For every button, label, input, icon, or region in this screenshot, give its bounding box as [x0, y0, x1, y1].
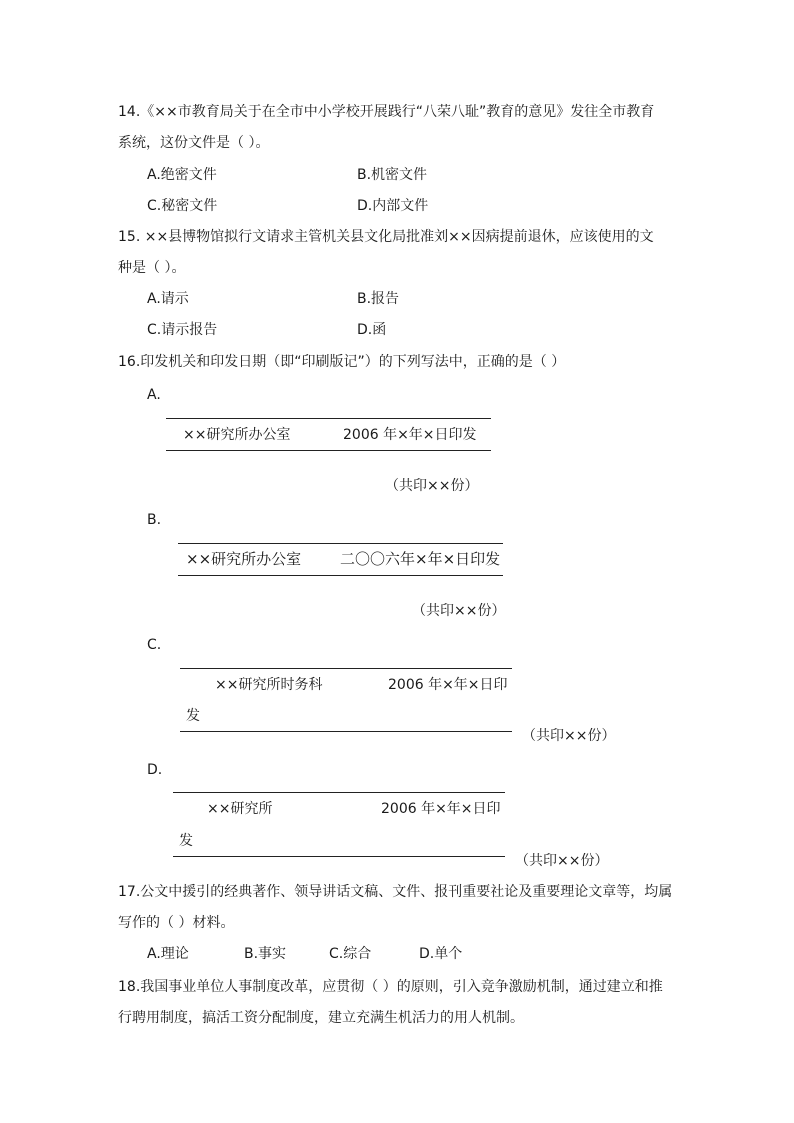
- q17-option-b: B.事实: [244, 946, 287, 962]
- q14-option-c: C.秘密文件: [147, 198, 218, 214]
- q14-option-b: B.机密文件: [357, 167, 428, 183]
- q16-b-date: 二〇〇六年×年×日印发: [340, 550, 501, 568]
- q16-a-top-rule: [166, 418, 491, 419]
- q17-option-d: D.单个: [419, 946, 463, 962]
- q16-a-bottom-rule: [166, 450, 491, 451]
- q15-option-d: D.函: [357, 322, 387, 338]
- q14-stem-line1: 14.《××市教育局关于在全市中小学校开展践行“八荣八耻”教育的意见》发往全市教育: [118, 104, 655, 120]
- q16-a-org: ××研究所办公室: [183, 427, 291, 443]
- q16-d-org: ××研究所: [207, 801, 273, 817]
- q16-b-copies: （共印××份）: [412, 603, 506, 619]
- q16-d-date-wrap: 发: [179, 833, 193, 849]
- q16-option-b-label: B.: [147, 512, 162, 528]
- q16-d-bottom-rule: [173, 856, 505, 857]
- q14-option-a: A.绝密文件: [147, 167, 217, 183]
- q16-d-top-rule: [173, 792, 505, 793]
- q16-c-date-wrap: 发: [186, 708, 200, 724]
- q16-b-bottom-rule: [178, 575, 503, 576]
- q18-stem-line2: 行聘用制度，搞活工资分配制度，建立充满生机活力的用人机制。: [118, 1010, 524, 1026]
- q15-option-b: B.报告: [357, 291, 400, 307]
- q15-option-a: A.请示: [147, 291, 189, 307]
- q14-stem-line2: 系统，这份文件是（ ）。: [118, 135, 270, 151]
- q17-stem-line2: 写作的（ ）材料。: [118, 915, 235, 931]
- q16-b-org: ××研究所办公室: [186, 550, 302, 568]
- q15-stem-line2: 种是（ ）。: [118, 260, 186, 276]
- q16-c-bottom-rule: [180, 731, 512, 732]
- q16-a-copies: （共印××份）: [385, 478, 479, 494]
- q16-c-org: ××研究所时务科: [215, 677, 323, 693]
- q16-c-top-rule: [180, 668, 512, 669]
- q16-d-date: 2006 年×年×日印: [381, 801, 501, 817]
- q16-stem: 16.印发机关和印发日期（即“印刷版记”）的下列写法中，正确的是（ ）: [118, 354, 566, 370]
- q14-option-d: D.内部文件: [357, 198, 429, 214]
- q16-option-d-label: D.: [147, 762, 163, 778]
- q15-option-c: C.请示报告: [147, 322, 218, 338]
- q17-option-c: C.综合: [329, 946, 372, 962]
- q18-stem-line1: 18.我国事业单位人事制度改革，应贯彻（ ）的原则，引入竞争激励机制，通过建立和推: [118, 979, 663, 995]
- q16-d-copies: （共印××份）: [515, 853, 609, 869]
- q16-c-date: 2006 年×年×日印: [388, 677, 508, 693]
- q17-option-a: A.理论: [147, 946, 189, 962]
- q16-b-top-rule: [178, 543, 503, 544]
- q16-a-date: 2006 年×年×日印发: [343, 427, 477, 443]
- q15-stem-line1: 15. ××县博物馆拟行文请求主管机关县文化局批准刘××因病提前退休，应该使用的文: [118, 229, 654, 245]
- q16-option-c-label: C.: [147, 637, 162, 653]
- q16-option-a-label: A.: [147, 387, 161, 403]
- q17-stem-line1: 17.公文中援引的经典著作、领导讲话文稿、文件、报刊重要社论及重要理论文章等，均属: [118, 884, 673, 900]
- q16-c-copies: （共印××份）: [522, 728, 616, 744]
